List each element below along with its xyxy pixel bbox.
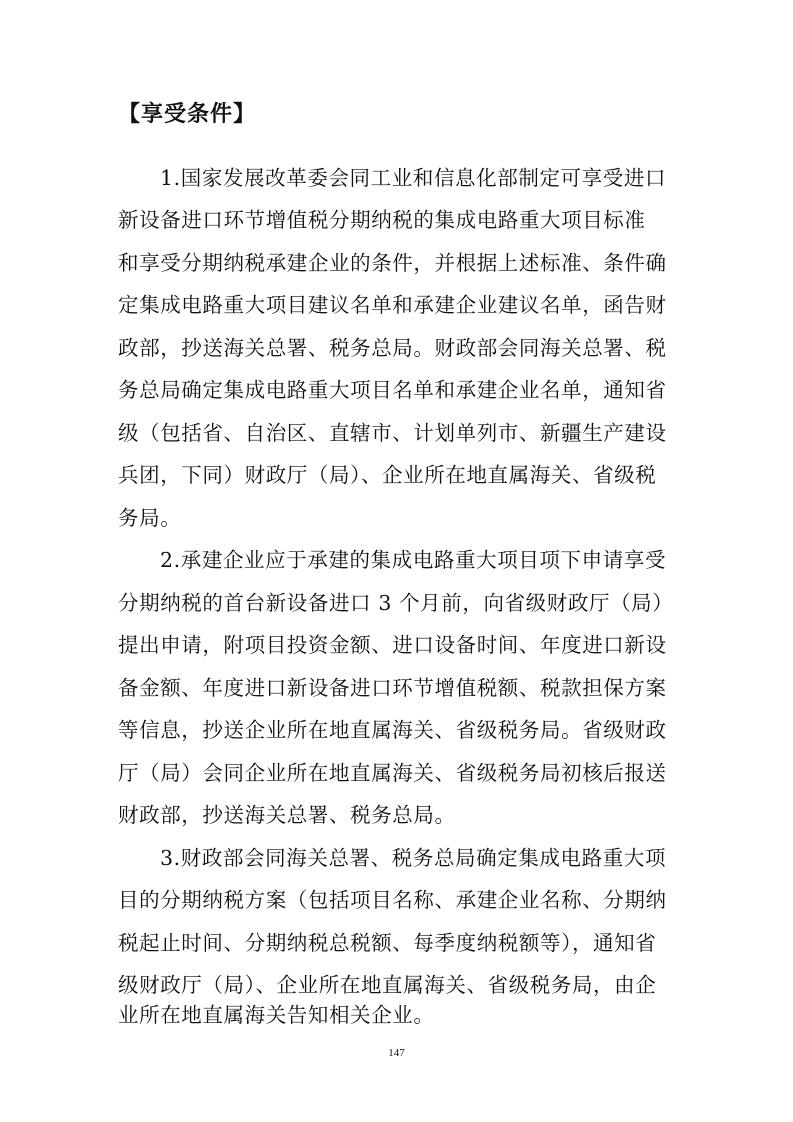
paragraph-3-line-5: 业所在地直属海关告知相关企业。 bbox=[118, 1003, 435, 1027]
paragraph-2-line-6: 厅（局）会同企业所在地直属海关、省级税务局初核后报送 bbox=[118, 761, 667, 785]
paragraph-2-line-4: 备金额、年度进口新设备进口环节增值税额、税款担保方案 bbox=[118, 676, 667, 700]
paragraph-1-line-4: 定集成电路重大项目建议名单和承建企业建议名单，函告财 bbox=[118, 293, 667, 317]
paragraph-1-line-7: 级（包括省、自治区、直辖市、计划单列市、新疆生产建设 bbox=[118, 421, 667, 445]
paragraph-2-line-2: 分期纳税的首台新设备进口 3 个月前，向省级财政厅（局） bbox=[118, 591, 674, 615]
paragraph-3-line-1: 3.财政部会同海关总署、税务总局确定集成电路重大项 bbox=[160, 846, 667, 870]
paragraph-1-line-5: 政部，抄送海关总署、税务总局。财政部会同海关总署、税 bbox=[118, 336, 667, 360]
paragraph-3-line-3: 税起止时间、分期纳税总税额、每季度纳税额等），通知省 bbox=[118, 931, 657, 955]
paragraph-2-line-7: 财政部，抄送海关总署、税务总局。 bbox=[118, 803, 456, 827]
paragraph-1-line-3: 和享受分期纳税承建企业的条件，并根据上述标准、条件确 bbox=[118, 251, 667, 275]
paragraph-1-line-9: 务局。 bbox=[118, 506, 182, 530]
paragraph-1-line-8: 兵团，下同）财政厅（局）、企业所在地直属海关、省级税 bbox=[118, 463, 657, 487]
section-heading: 【享受条件】 bbox=[118, 102, 257, 127]
paragraph-2-line-1: 2.承建企业应于承建的集成电路重大项目项下申请享受 bbox=[160, 548, 667, 572]
page-number: 147 bbox=[388, 1047, 405, 1059]
paragraph-3-line-4: 级财政厅（局）、企业所在地直属海关、省级税务局，由企 bbox=[118, 973, 657, 997]
paragraph-1-line-6: 务总局确定集成电路重大项目名单和承建企业名单，通知省 bbox=[118, 378, 667, 402]
paragraph-2-line-3: 提出申请，附项目投资金额、进口设备时间、年度进口新设 bbox=[118, 633, 667, 657]
paragraph-3-line-2: 目的分期纳税方案（包括项目名称、承建企业名称、分期纳 bbox=[118, 888, 667, 912]
paragraph-2-line-5: 等信息，抄送企业所在地直属海关、省级税务局。省级财政 bbox=[118, 718, 667, 742]
paragraph-1-line-1: 1.国家发展改革委会同工业和信息化部制定可享受进口 bbox=[160, 166, 667, 190]
paragraph-1-line-2: 新设备进口环节增值税分期纳税的集成电路重大项目标准 bbox=[118, 208, 646, 232]
